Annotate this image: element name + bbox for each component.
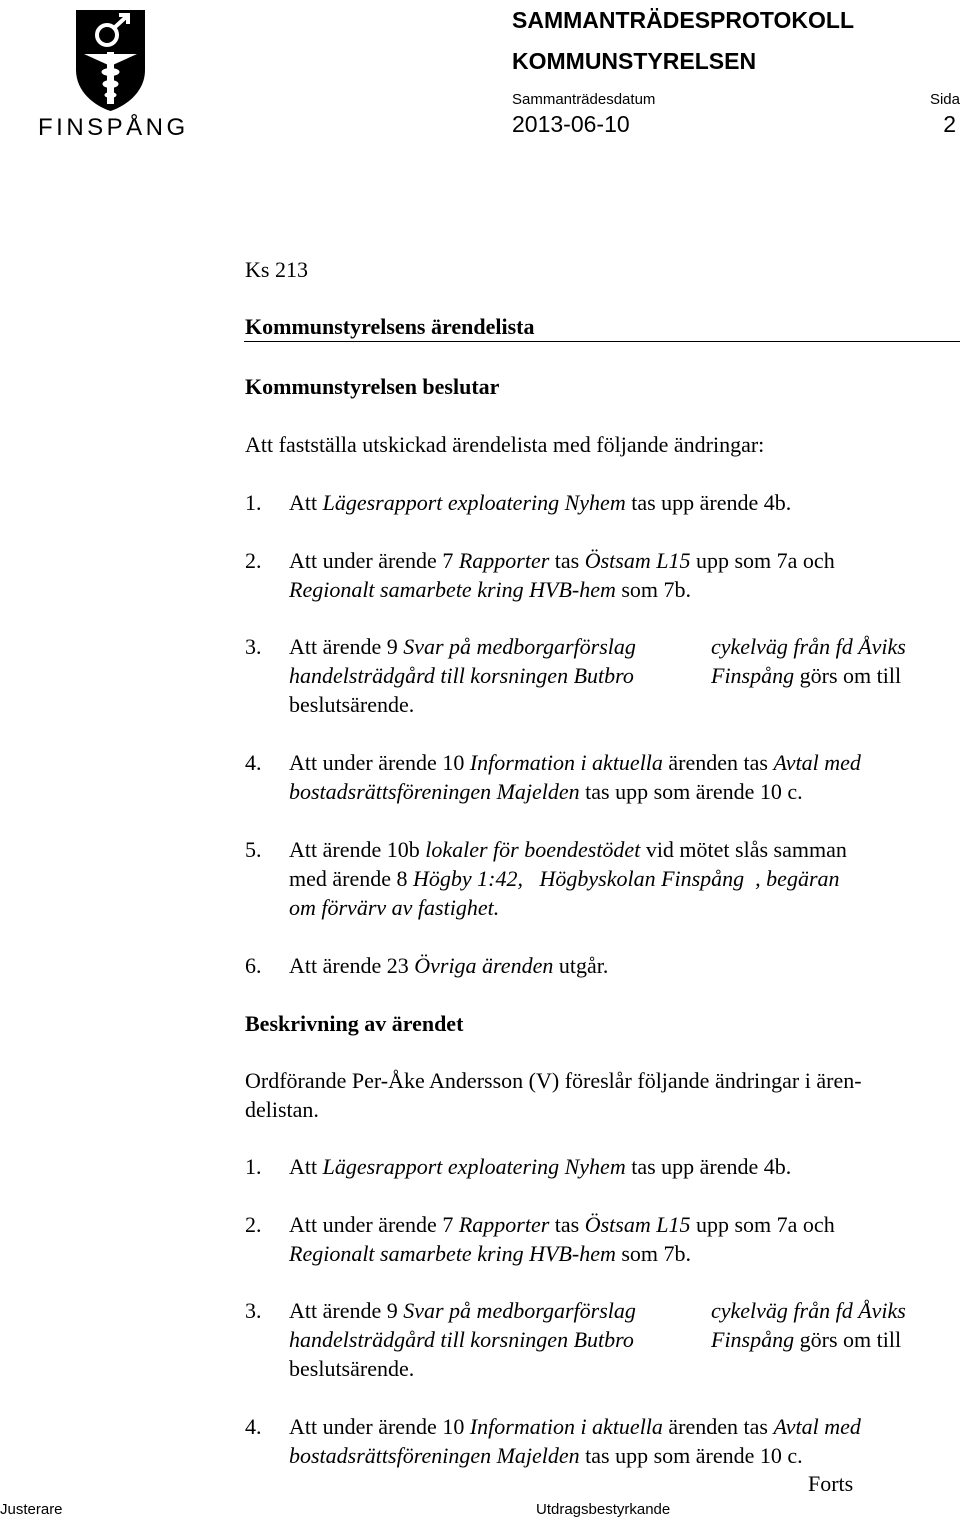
document-body-name: KOMMUNSTYRELSEN (512, 48, 757, 74)
description-text: Ordförande Per-Åke Andersson (V) föreslår följande ändringar i ären- (245, 1068, 862, 1093)
list-number: 6. (245, 953, 262, 978)
page-label: Sida (929, 91, 960, 108)
meeting-date: 2013-06-10 (512, 111, 630, 137)
decision-heading: Kommunstyrelsen beslutar (245, 374, 500, 399)
list-item-continuation: beslutsärende. (289, 692, 415, 717)
finspang-logo (38, 8, 189, 141)
list-item-continuation: bostadsrättsföreningen Majelden tas upp som ärende 10 c. (289, 779, 803, 804)
list-item-continuation: bostadsrättsföreningen Majelden tas upp som ärende 10 c. (289, 1443, 803, 1468)
decision-intro: Att fastställa utskickad ärendelista med följande ändringar: (245, 432, 765, 457)
footer-extract-certification-label: Utdragsbestyrkande (536, 1501, 671, 1518)
list-number: 3. (245, 634, 262, 659)
list-item: Att under ärende 7 Rapporter tas Östsam L15 upp som 7a och (289, 1212, 835, 1237)
list-item-right-column: Finspång görs om till (711, 1327, 902, 1352)
list-item-right-column: cykelväg från fd Åviks (711, 1298, 906, 1323)
list-item: Att ärende 9 Svar på medborgarförslag (289, 634, 636, 659)
list-number: 1. (245, 490, 262, 515)
list-item: Att Lägesrapport exploatering Nyhem tas upp ärende 4b. (289, 490, 792, 515)
list-item: Att ärende 9 Svar på medborgarförslag (289, 1298, 636, 1323)
page-number: 2 (943, 111, 956, 137)
list-item-continuation: med ärende 8 Högby 1:42, Högbyskolan Finspång , begäran (289, 866, 840, 891)
list-item-continuation: handelsträdgård till korsningen Butbro (289, 1327, 634, 1352)
logo-wordmark: FINSPÅNG (38, 114, 189, 141)
coat-of-arms-icon (74, 8, 147, 112)
footer-adjuster-label: Justerare (0, 1501, 63, 1518)
list-item-continuation: Regionalt samarbete kring HVB-hem som 7b. (289, 577, 692, 602)
heading-divider (244, 341, 960, 342)
paragraph-id: Ks 213 (245, 257, 308, 282)
list-number: 1. (245, 1154, 262, 1179)
list-number: 4. (245, 750, 262, 775)
list-item: Att under ärende 10 Information i aktuella ärenden tas Avtal med (289, 750, 861, 775)
list-item: Att under ärende 10 Information i aktuella ärenden tas Avtal med (289, 1414, 861, 1439)
list-number: 3. (245, 1298, 262, 1323)
list-number: 5. (245, 837, 262, 862)
list-item-right-column: cykelväg från fd Åviks (711, 634, 906, 659)
list-number: 2. (245, 548, 262, 573)
list-number: 4. (245, 1414, 262, 1439)
list-item-continuation: beslutsärende. (289, 1356, 415, 1381)
section-heading: Kommunstyrelsens ärendelista (245, 314, 535, 339)
continued-marker: Forts (808, 1471, 854, 1496)
list-item-continuation: handelsträdgård till korsningen Butbro (289, 663, 634, 688)
list-item: Att ärende 23 Övriga ärenden utgår. (289, 953, 609, 978)
list-number: 2. (245, 1212, 262, 1237)
list-item: Att Lägesrapport exploatering Nyhem tas upp ärende 4b. (289, 1154, 792, 1179)
list-item: Att ärende 10b lokaler för boendestödet vid mötet slås samman (289, 837, 847, 862)
description-heading: Beskrivning av ärendet (245, 1011, 464, 1036)
list-item: Att under ärende 7 Rapporter tas Östsam L15 upp som 7a och (289, 548, 835, 573)
list-item-right-column: Finspång görs om till (711, 663, 902, 688)
document-title: SAMMANTRÄDESPROTOKOLL (512, 7, 855, 33)
description-text-continuation: delistan. (245, 1097, 319, 1122)
list-item-continuation: Regionalt samarbete kring HVB-hem som 7b. (289, 1241, 692, 1266)
list-item-continuation: om förvärv av fastighet. (289, 895, 500, 920)
meeting-date-label: Sammanträdesdatum (512, 91, 656, 108)
